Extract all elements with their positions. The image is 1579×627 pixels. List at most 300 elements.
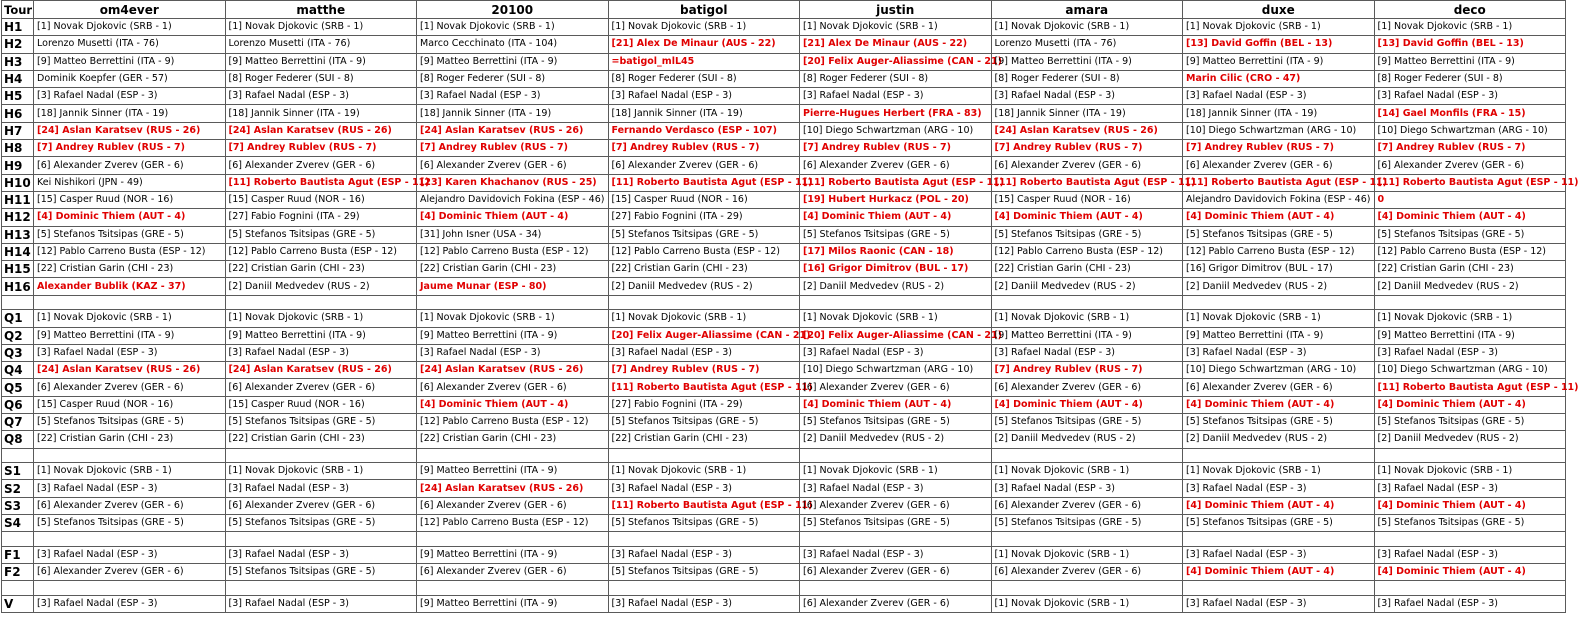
separator-cell	[34, 532, 226, 547]
prediction-cell: [4] Dominic Thiem (AUT - 4)	[1374, 209, 1566, 226]
prediction-cell: [4] Dominic Thiem (AUT - 4)	[34, 209, 226, 226]
prediction-cell: [7] Andrey Rublev (RUS - 7)	[991, 140, 1183, 157]
prediction-cell: [9] Matteo Berrettini (ITA - 9)	[1374, 53, 1566, 70]
prediction-cell: [7] Andrey Rublev (RUS - 7)	[608, 140, 800, 157]
prediction-cell: [2] Daniil Medvedev (RUS - 2)	[800, 431, 992, 448]
prediction-cell: [2] Daniil Medvedev (RUS - 2)	[991, 431, 1183, 448]
prediction-cell: [24] Aslan Karatsev (RUS - 26)	[34, 362, 226, 379]
prediction-cell: [1] Novak Djokovic (SRB - 1)	[991, 595, 1183, 612]
separator-cell	[417, 532, 609, 547]
prediction-cell: [4] Dominic Thiem (AUT - 4)	[1183, 396, 1375, 413]
prediction-cell: [14] Gael Monfils (FRA - 15)	[1374, 105, 1566, 122]
prediction-cell: [23] Karen Khachanov (RUS - 25)	[417, 174, 609, 191]
header-row	[2, 1, 1566, 19]
prediction-cell: [5] Stefanos Tsitsipas (GRE - 5)	[1374, 226, 1566, 243]
prediction-cell: [1] Novak Djokovic (SRB - 1)	[1374, 19, 1566, 36]
round-label: S4	[2, 515, 34, 532]
round-label: Q4	[2, 362, 34, 379]
separator-cell	[1183, 532, 1375, 547]
prediction-cell: [7] Andrey Rublev (RUS - 7)	[417, 140, 609, 157]
prediction-cell: [1] Novak Djokovic (SRB - 1)	[417, 19, 609, 36]
round-label: H9	[2, 157, 34, 174]
prediction-cell: [6] Alexander Zverev (GER - 6)	[225, 157, 417, 174]
prediction-cell: [22] Cristian Garin (CHI - 23)	[991, 261, 1183, 278]
table-row	[2, 53, 1566, 70]
prediction-cell: [6] Alexander Zverev (GER - 6)	[991, 564, 1183, 581]
table-row	[2, 414, 1566, 431]
prediction-cell: [9] Matteo Berrettini (ITA - 9)	[225, 327, 417, 344]
prediction-cell: [18] Jannik Sinner (ITA - 19)	[1183, 105, 1375, 122]
table-row	[2, 362, 1566, 379]
prediction-cell: [8] Roger Federer (SUI - 8)	[1374, 70, 1566, 87]
prediction-cell: [2] Daniil Medvedev (RUS - 2)	[1183, 278, 1375, 295]
prediction-cell: [3] Rafael Nadal (ESP - 3)	[800, 344, 992, 361]
prediction-cell: [1] Novak Djokovic (SRB - 1)	[1183, 19, 1375, 36]
prediction-cell: [5] Stefanos Tsitsipas (GRE - 5)	[608, 564, 800, 581]
round-label: S1	[2, 463, 34, 480]
round-label: H12	[2, 209, 34, 226]
prediction-cell: [1] Novak Djokovic (SRB - 1)	[1183, 463, 1375, 480]
prediction-cell: [22] Cristian Garin (CHI - 23)	[225, 261, 417, 278]
prediction-cell: [18] Jannik Sinner (ITA - 19)	[991, 105, 1183, 122]
prediction-cell: [13] David Goffin (BEL - 13)	[1183, 36, 1375, 53]
prediction-cell: [8] Roger Federer (SUI - 8)	[225, 70, 417, 87]
separator-cell	[800, 448, 992, 463]
prediction-cell: [11] Roberto Bautista Agut (ESP - 11)	[608, 379, 800, 396]
prediction-cell: [5] Stefanos Tsitsipas (GRE - 5)	[34, 414, 226, 431]
prediction-cell: [2] Daniil Medvedev (RUS - 2)	[225, 278, 417, 295]
prediction-cell: [9] Matteo Berrettini (ITA - 9)	[417, 463, 609, 480]
prediction-cell: Marco Cecchinato (ITA - 104)	[417, 36, 609, 53]
prediction-cell: [18] Jannik Sinner (ITA - 19)	[417, 105, 609, 122]
prediction-cell: [3] Rafael Nadal (ESP - 3)	[225, 595, 417, 612]
prediction-cell: [1] Novak Djokovic (SRB - 1)	[225, 19, 417, 36]
prediction-cell: [3] Rafael Nadal (ESP - 3)	[1183, 344, 1375, 361]
prediction-cell: [7] Andrey Rublev (RUS - 7)	[1374, 140, 1566, 157]
prediction-cell: [6] Alexander Zverev (GER - 6)	[800, 157, 992, 174]
prediction-cell: [9] Matteo Berrettini (ITA - 9)	[417, 546, 609, 563]
prediction-cell: [9] Matteo Berrettini (ITA - 9)	[417, 595, 609, 612]
prediction-cell: [6] Alexander Zverev (GER - 6)	[991, 379, 1183, 396]
prediction-cell: [10] Diego Schwartzman (ARG - 10)	[1183, 122, 1375, 139]
prediction-cell: [11] Roberto Bautista Agut (ESP - 11)	[225, 174, 417, 191]
prediction-cell: [5] Stefanos Tsitsipas (GRE - 5)	[608, 515, 800, 532]
prediction-cell: [21] Alex De Minaur (AUS - 22)	[608, 36, 800, 53]
prediction-cell: [3] Rafael Nadal (ESP - 3)	[417, 88, 609, 105]
prediction-cell: [5] Stefanos Tsitsipas (GRE - 5)	[225, 564, 417, 581]
prediction-cell: [5] Stefanos Tsitsipas (GRE - 5)	[608, 414, 800, 431]
prediction-cell: Kei Nishikori (JPN - 49)	[34, 174, 226, 191]
prediction-cell: [5] Stefanos Tsitsipas (GRE - 5)	[34, 226, 226, 243]
prediction-cell: [1] Novak Djokovic (SRB - 1)	[1374, 310, 1566, 327]
table-row	[2, 261, 1566, 278]
prediction-cell: [12] Pablo Carreno Busta (ESP - 12)	[991, 243, 1183, 260]
section-separator	[2, 295, 1566, 310]
prediction-cell: [16] Grigor Dimitrov (BUL - 17)	[1183, 261, 1375, 278]
prediction-cell: [5] Stefanos Tsitsipas (GRE - 5)	[1374, 515, 1566, 532]
prediction-cell: [20] Felix Auger-Aliassime (CAN - 21)	[608, 327, 800, 344]
prediction-cell: [16] Grigor Dimitrov (BUL - 17)	[800, 261, 992, 278]
table-row	[2, 431, 1566, 448]
round-label: H1	[2, 19, 34, 36]
table-row	[2, 209, 1566, 226]
separator-cell	[800, 581, 992, 596]
separator-cell	[608, 532, 800, 547]
prediction-cell: [12] Pablo Carreno Busta (ESP - 12)	[34, 243, 226, 260]
prediction-cell: [3] Rafael Nadal (ESP - 3)	[608, 480, 800, 497]
table-row	[2, 191, 1566, 208]
prediction-cell: [9] Matteo Berrettini (ITA - 9)	[417, 53, 609, 70]
prediction-cell: [11] Roberto Bautista Agut (ESP - 11)	[991, 174, 1183, 191]
player-header: batigol	[608, 1, 800, 19]
prediction-cell: Fernando Verdasco (ESP - 107)	[608, 122, 800, 139]
prediction-cell: Alejandro Davidovich Fokina (ESP - 46)	[417, 191, 609, 208]
prediction-cell: [5] Stefanos Tsitsipas (GRE - 5)	[225, 226, 417, 243]
prediction-cell: [22] Cristian Garin (CHI - 23)	[608, 431, 800, 448]
prediction-cell: [1] Novak Djokovic (SRB - 1)	[34, 463, 226, 480]
prediction-cell: [6] Alexander Zverev (GER - 6)	[800, 379, 992, 396]
prediction-cell: [24] Aslan Karatsev (RUS - 26)	[225, 362, 417, 379]
table-row	[2, 379, 1566, 396]
table-row	[2, 480, 1566, 497]
round-label: H2	[2, 36, 34, 53]
prediction-cell: [3] Rafael Nadal (ESP - 3)	[417, 344, 609, 361]
prediction-cell: [22] Cristian Garin (CHI - 23)	[34, 261, 226, 278]
prediction-cell: [5] Stefanos Tsitsipas (GRE - 5)	[608, 226, 800, 243]
prediction-cell: [7] Andrey Rublev (RUS - 7)	[608, 362, 800, 379]
prediction-cell: [1] Novak Djokovic (SRB - 1)	[34, 310, 226, 327]
prediction-cell: [24] Aslan Karatsev (RUS - 26)	[417, 362, 609, 379]
prediction-cell: [3] Rafael Nadal (ESP - 3)	[800, 88, 992, 105]
player-header: deco	[1374, 1, 1566, 19]
round-label: Q2	[2, 327, 34, 344]
separator-cell	[225, 532, 417, 547]
round-label: H10	[2, 174, 34, 191]
player-header: justin	[800, 1, 992, 19]
table-row	[2, 243, 1566, 260]
separator-cell	[225, 295, 417, 310]
separator-cell	[225, 581, 417, 596]
separator-cell	[34, 448, 226, 463]
prediction-cell: [10] Diego Schwartzman (ARG - 10)	[1183, 362, 1375, 379]
prediction-cell: [15] Casper Ruud (NOR - 16)	[34, 396, 226, 413]
round-label: H4	[2, 70, 34, 87]
round-label: Q5	[2, 379, 34, 396]
prediction-cell: [3] Rafael Nadal (ESP - 3)	[991, 88, 1183, 105]
section-separator	[2, 532, 1566, 547]
prediction-cell: [11] Roberto Bautista Agut (ESP - 11)	[1374, 379, 1566, 396]
prediction-cell: [8] Roger Federer (SUI - 8)	[800, 70, 992, 87]
prediction-cell: [3] Rafael Nadal (ESP - 3)	[991, 344, 1183, 361]
separator-cell	[34, 581, 226, 596]
prediction-cell: [9] Matteo Berrettini (ITA - 9)	[1374, 327, 1566, 344]
prediction-cell: [3] Rafael Nadal (ESP - 3)	[608, 595, 800, 612]
round-label: H7	[2, 122, 34, 139]
round-label: H8	[2, 140, 34, 157]
prediction-cell: [3] Rafael Nadal (ESP - 3)	[991, 480, 1183, 497]
prediction-cell: [9] Matteo Berrettini (ITA - 9)	[225, 53, 417, 70]
separator-cell	[1374, 581, 1566, 596]
separator-cell	[1374, 448, 1566, 463]
table-row	[2, 36, 1566, 53]
section-separator	[2, 581, 1566, 596]
prediction-cell: [24] Aslan Karatsev (RUS - 26)	[417, 480, 609, 497]
prediction-cell: [27] Fabio Fognini (ITA - 29)	[225, 209, 417, 226]
prediction-cell: [24] Aslan Karatsev (RUS - 26)	[34, 122, 226, 139]
separator-cell	[1374, 295, 1566, 310]
table-row	[2, 278, 1566, 295]
round-label: Q8	[2, 431, 34, 448]
separator-cell	[991, 448, 1183, 463]
separator-cell	[2, 448, 34, 463]
prediction-cell: [2] Daniil Medvedev (RUS - 2)	[1374, 431, 1566, 448]
prediction-cell: [3] Rafael Nadal (ESP - 3)	[608, 344, 800, 361]
prediction-cell: [11] Roberto Bautista Agut (ESP - 11)	[1183, 174, 1375, 191]
section-separator	[2, 448, 1566, 463]
prediction-cell: [1] Novak Djokovic (SRB - 1)	[225, 463, 417, 480]
prediction-cell: [18] Jannik Sinner (ITA - 19)	[34, 105, 226, 122]
table-row	[2, 497, 1566, 514]
prediction-cell: [5] Stefanos Tsitsipas (GRE - 5)	[1183, 515, 1375, 532]
prediction-cell: [6] Alexander Zverev (GER - 6)	[225, 497, 417, 514]
round-label: H3	[2, 53, 34, 70]
prediction-cell: [22] Cristian Garin (CHI - 23)	[34, 431, 226, 448]
prediction-cell: Lorenzo Musetti (ITA - 76)	[34, 36, 226, 53]
prediction-cell: [20] Felix Auger-Aliassime (CAN - 21)	[800, 327, 992, 344]
separator-cell	[417, 581, 609, 596]
prediction-cell: [31] John Isner (USA - 34)	[417, 226, 609, 243]
prediction-cell: [3] Rafael Nadal (ESP - 3)	[34, 88, 226, 105]
prediction-cell: [18] Jannik Sinner (ITA - 19)	[225, 105, 417, 122]
prediction-cell: [6] Alexander Zverev (GER - 6)	[1183, 379, 1375, 396]
prediction-cell: [22] Cristian Garin (CHI - 23)	[417, 261, 609, 278]
prediction-cell: [4] Dominic Thiem (AUT - 4)	[1183, 209, 1375, 226]
prediction-cell: [12] Pablo Carreno Busta (ESP - 12)	[1183, 243, 1375, 260]
prediction-cell: [1] Novak Djokovic (SRB - 1)	[608, 310, 800, 327]
table-row	[2, 157, 1566, 174]
prediction-cell: [3] Rafael Nadal (ESP - 3)	[34, 344, 226, 361]
prediction-cell: [15] Casper Ruud (NOR - 16)	[225, 396, 417, 413]
prediction-cell: [7] Andrey Rublev (RUS - 7)	[34, 140, 226, 157]
prediction-cell: [4] Dominic Thiem (AUT - 4)	[1183, 497, 1375, 514]
prediction-cell: Alexander Bublik (KAZ - 37)	[34, 278, 226, 295]
prediction-cell: [22] Cristian Garin (CHI - 23)	[225, 431, 417, 448]
prediction-cell: [3] Rafael Nadal (ESP - 3)	[225, 480, 417, 497]
prediction-cell: Lorenzo Musetti (ITA - 76)	[225, 36, 417, 53]
round-label: Q7	[2, 414, 34, 431]
prediction-cell: [6] Alexander Zverev (GER - 6)	[991, 157, 1183, 174]
prediction-cell: [18] Jannik Sinner (ITA - 19)	[608, 105, 800, 122]
prediction-cell: [1] Novak Djokovic (SRB - 1)	[800, 310, 992, 327]
prediction-cell: [13] David Goffin (BEL - 13)	[1374, 36, 1566, 53]
prediction-cell: [27] Fabio Fognini (ITA - 29)	[608, 209, 800, 226]
table-row	[2, 70, 1566, 87]
prediction-cell: [4] Dominic Thiem (AUT - 4)	[991, 209, 1183, 226]
prediction-cell: [6] Alexander Zverev (GER - 6)	[800, 564, 992, 581]
separator-cell	[1374, 532, 1566, 547]
prediction-cell: [27] Fabio Fognini (ITA - 29)	[608, 396, 800, 413]
prediction-cell: [6] Alexander Zverev (GER - 6)	[34, 379, 226, 396]
prediction-cell: [1] Novak Djokovic (SRB - 1)	[225, 310, 417, 327]
tour-header: Tour	[2, 1, 34, 19]
prediction-cell: [5] Stefanos Tsitsipas (GRE - 5)	[800, 226, 992, 243]
prediction-cell: [5] Stefanos Tsitsipas (GRE - 5)	[991, 414, 1183, 431]
prediction-cell: [4] Dominic Thiem (AUT - 4)	[417, 396, 609, 413]
prediction-cell: [11] Roberto Bautista Agut (ESP - 11)	[800, 174, 992, 191]
player-header: amara	[991, 1, 1183, 19]
prediction-cell: [9] Matteo Berrettini (ITA - 9)	[417, 327, 609, 344]
separator-cell	[2, 295, 34, 310]
prediction-cell: [5] Stefanos Tsitsipas (GRE - 5)	[1183, 226, 1375, 243]
prediction-cell: [6] Alexander Zverev (GER - 6)	[34, 564, 226, 581]
separator-cell	[34, 295, 226, 310]
separator-cell	[800, 295, 992, 310]
separator-cell	[991, 581, 1183, 596]
prediction-cell: [4] Dominic Thiem (AUT - 4)	[1374, 497, 1566, 514]
prediction-cell: [3] Rafael Nadal (ESP - 3)	[1183, 88, 1375, 105]
prediction-cell: [21] Alex De Minaur (AUS - 22)	[800, 36, 992, 53]
prediction-cell: Marin Cilic (CRO - 47)	[1183, 70, 1375, 87]
prediction-cell: [11] Roberto Bautista Agut (ESP - 11)	[608, 174, 800, 191]
prediction-cell: [3] Rafael Nadal (ESP - 3)	[800, 480, 992, 497]
prediction-cell: [5] Stefanos Tsitsipas (GRE - 5)	[1183, 414, 1375, 431]
prediction-cell: [4] Dominic Thiem (AUT - 4)	[1183, 564, 1375, 581]
separator-cell	[608, 581, 800, 596]
prediction-cell: [1] Novak Djokovic (SRB - 1)	[34, 19, 226, 36]
round-label: H11	[2, 191, 34, 208]
table-row	[2, 327, 1566, 344]
table-row	[2, 463, 1566, 480]
player-header: duxe	[1183, 1, 1375, 19]
table-row	[2, 19, 1566, 36]
prediction-cell: [6] Alexander Zverev (GER - 6)	[1183, 157, 1375, 174]
prediction-cell: [8] Roger Federer (SUI - 8)	[417, 70, 609, 87]
prediction-cell: 0	[1374, 191, 1566, 208]
separator-cell	[991, 295, 1183, 310]
prediction-cell: [15] Casper Ruud (NOR - 16)	[991, 191, 1183, 208]
round-label: F2	[2, 564, 34, 581]
prediction-cell: [24] Aslan Karatsev (RUS - 26)	[225, 122, 417, 139]
prediction-cell: [5] Stefanos Tsitsipas (GRE - 5)	[800, 515, 992, 532]
prediction-cell: [11] Roberto Bautista Agut (ESP - 11)	[608, 497, 800, 514]
prediction-cell: [3] Rafael Nadal (ESP - 3)	[1183, 595, 1375, 612]
prediction-cell: [12] Pablo Carreno Busta (ESP - 12)	[225, 243, 417, 260]
prediction-cell: [10] Diego Schwartzman (ARG - 10)	[1374, 362, 1566, 379]
prediction-cell: [10] Diego Schwartzman (ARG - 10)	[800, 362, 992, 379]
table-row	[2, 595, 1566, 612]
prediction-cell: [6] Alexander Zverev (GER - 6)	[417, 379, 609, 396]
prediction-cell: [3] Rafael Nadal (ESP - 3)	[608, 88, 800, 105]
prediction-cell: [9] Matteo Berrettini (ITA - 9)	[991, 53, 1183, 70]
prediction-cell: [12] Pablo Carreno Busta (ESP - 12)	[417, 243, 609, 260]
prediction-cell: [20] Felix Auger-Aliassime (CAN - 21)	[800, 53, 992, 70]
prediction-cell: [19] Hubert Hurkacz (POL - 20)	[800, 191, 992, 208]
prediction-cell: [3] Rafael Nadal (ESP - 3)	[34, 480, 226, 497]
prediction-cell: [10] Diego Schwartzman (ARG - 10)	[800, 122, 992, 139]
separator-cell	[417, 448, 609, 463]
table-row	[2, 310, 1566, 327]
prediction-cell: [6] Alexander Zverev (GER - 6)	[34, 157, 226, 174]
prediction-cell: [12] Pablo Carreno Busta (ESP - 12)	[417, 414, 609, 431]
prediction-cell: [17] Milos Raonic (CAN - 18)	[800, 243, 992, 260]
prediction-cell: [1] Novak Djokovic (SRB - 1)	[608, 463, 800, 480]
round-label: S2	[2, 480, 34, 497]
prediction-cell: [15] Casper Ruud (NOR - 16)	[608, 191, 800, 208]
prediction-cell: [3] Rafael Nadal (ESP - 3)	[608, 546, 800, 563]
prediction-cell: [1] Novak Djokovic (SRB - 1)	[991, 19, 1183, 36]
prediction-cell: [5] Stefanos Tsitsipas (GRE - 5)	[991, 226, 1183, 243]
prediction-cell: [1] Novak Djokovic (SRB - 1)	[800, 19, 992, 36]
separator-cell	[608, 448, 800, 463]
prediction-cell: [6] Alexander Zverev (GER - 6)	[225, 379, 417, 396]
table-row	[2, 546, 1566, 563]
prediction-cell: [6] Alexander Zverev (GER - 6)	[800, 595, 992, 612]
separator-cell	[1183, 295, 1375, 310]
player-header: matthe	[225, 1, 417, 19]
prediction-cell: [2] Daniil Medvedev (RUS - 2)	[1374, 278, 1566, 295]
prediction-cell: [4] Dominic Thiem (AUT - 4)	[1374, 564, 1566, 581]
prediction-cell: [3] Rafael Nadal (ESP - 3)	[1374, 480, 1566, 497]
prediction-cell: [3] Rafael Nadal (ESP - 3)	[225, 546, 417, 563]
separator-cell	[608, 295, 800, 310]
prediction-cell: [1] Novak Djokovic (SRB - 1)	[800, 463, 992, 480]
prediction-cell: [3] Rafael Nadal (ESP - 3)	[34, 546, 226, 563]
prediction-cell: [3] Rafael Nadal (ESP - 3)	[34, 595, 226, 612]
prediction-cell: [6] Alexander Zverev (GER - 6)	[608, 157, 800, 174]
prediction-cell: [4] Dominic Thiem (AUT - 4)	[417, 209, 609, 226]
prediction-cell: [1] Novak Djokovic (SRB - 1)	[1183, 310, 1375, 327]
table-row	[2, 105, 1566, 122]
prediction-cell: [7] Andrey Rublev (RUS - 7)	[1183, 140, 1375, 157]
prediction-cell: [1] Novak Djokovic (SRB - 1)	[991, 463, 1183, 480]
player-header: om4ever	[34, 1, 226, 19]
prediction-cell: =batigol_mlL45	[608, 53, 800, 70]
prediction-cell: [12] Pablo Carreno Busta (ESP - 12)	[417, 515, 609, 532]
prediction-cell: [5] Stefanos Tsitsipas (GRE - 5)	[34, 515, 226, 532]
prediction-cell: [1] Novak Djokovic (SRB - 1)	[1374, 463, 1566, 480]
round-label: S3	[2, 497, 34, 514]
prediction-cell: Lorenzo Musetti (ITA - 76)	[991, 36, 1183, 53]
prediction-cell: Pierre-Hugues Herbert (FRA - 83)	[800, 105, 992, 122]
separator-cell	[991, 532, 1183, 547]
round-label: Q6	[2, 396, 34, 413]
prediction-cell: [6] Alexander Zverev (GER - 6)	[417, 564, 609, 581]
table-row	[2, 226, 1566, 243]
prediction-cell: [4] Dominic Thiem (AUT - 4)	[800, 209, 992, 226]
prediction-cell: [3] Rafael Nadal (ESP - 3)	[1183, 480, 1375, 497]
prediction-cell: [9] Matteo Berrettini (ITA - 9)	[1183, 53, 1375, 70]
prediction-cell: [10] Diego Schwartzman (ARG - 10)	[1374, 122, 1566, 139]
table-row	[2, 122, 1566, 139]
round-label: V	[2, 595, 34, 612]
prediction-cell: [5] Stefanos Tsitsipas (GRE - 5)	[225, 515, 417, 532]
player-header: 20100	[417, 1, 609, 19]
separator-cell	[800, 532, 992, 547]
table-body	[2, 19, 1579, 613]
table-row	[2, 564, 1566, 581]
prediction-cell: [3] Rafael Nadal (ESP - 3)	[1374, 88, 1566, 105]
table-row	[2, 140, 1566, 157]
round-label: H15	[2, 261, 34, 278]
separator-cell	[1183, 581, 1375, 596]
round-label: Q3	[2, 344, 34, 361]
prediction-cell: [3] Rafael Nadal (ESP - 3)	[225, 88, 417, 105]
round-label: H6	[2, 105, 34, 122]
round-label: H5	[2, 88, 34, 105]
prediction-cell: [9] Matteo Berrettini (ITA - 9)	[34, 53, 226, 70]
prediction-cell: [1] Novak Djokovic (SRB - 1)	[991, 310, 1183, 327]
prediction-cell: [1] Novak Djokovic (SRB - 1)	[608, 19, 800, 36]
